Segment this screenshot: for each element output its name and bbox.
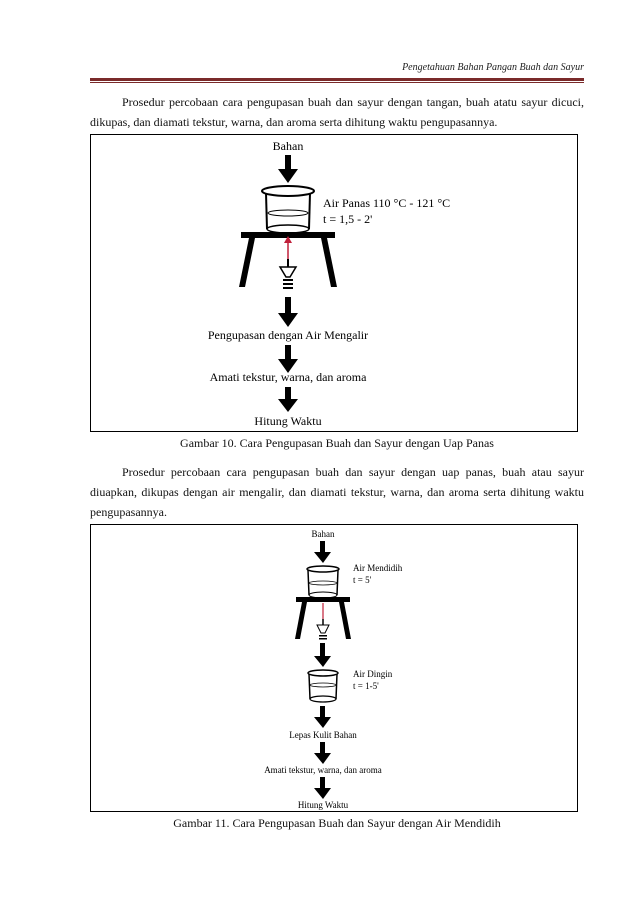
fig11-arrow-5 [314,777,331,799]
header-rule-thick [90,78,584,81]
fig11-boiling-beaker-icon [295,566,351,640]
fig11-label-hitung: Hitung Waktu [297,800,349,810]
figure-10-box [90,134,578,432]
fig10-label-hitung: Hitung Waktu [254,414,322,428]
fig11-arrow-3 [314,706,331,728]
fig10-label-bahan: Bahan [272,139,304,153]
fig10-label-air-panas: Air Panas 110 °C - 121 °C [323,196,451,210]
running-header: Pengetahuan Bahan Pangan Buah dan Sayur [402,62,584,73]
fig11-label-time2: t = 1-5' [353,681,379,691]
fig10-arrow-3 [278,345,298,373]
fig10-label-time: t = 1,5 - 2' [323,212,373,226]
paragraph-steam-peeling: Prosedur percobaan cara pengupasan buah dan sayur dengan uap panas, buah atau sayur diuapkan, dikupas dengan air mengalir, dan diamati tekstur, warna, dan aroma serta dihitung waktu pengupasannya. [90,465,584,519]
figure-10-diagram [91,135,577,431]
fig10-arrow-4 [278,387,298,412]
fig10-arrow-1 [278,155,298,183]
fig10-label-pengupasan: Pengupasan dengan Air Mengalir [207,328,369,342]
fig11-label-bahan: Bahan [311,529,335,539]
figure-11-box [90,524,578,812]
figure-10-caption: Gambar 10. Cara Pengupasan Buah dan Sayur dengan Uap Panas [180,436,494,450]
fig11-arrow-4 [314,742,331,764]
fig11-label-time1: t = 5' [353,575,372,585]
paragraph-hand-peeling: Prosedur percobaan cara pengupasan buah dan sayur dengan tangan, buah atatu sayur dicuci, dikupas, dan diamati tekstur, warna, dan aroma serta dihitung waktu pengupasannya. [90,95,584,129]
header-rule-thin [90,82,584,83]
fig11-label-amati: Amati tekstur, warna, dan aroma [264,765,382,775]
figure-11-caption: Gambar 11. Cara Pengupasan Buah dan Sayur dengan Air Mendidih [173,816,501,830]
fig11-cold-water-beaker-icon [308,670,338,702]
fig11-label-air-mendidih: Air Mendidih [353,563,403,573]
fig10-arrow-2 [278,297,298,327]
fig11-label-air-dingin: Air Dingin [353,669,393,679]
fig11-label-lepas: Lepas Kulit Bahan [289,730,357,740]
figure-11-diagram [91,525,577,811]
fig11-arrow-2 [314,643,331,667]
fig10-label-amati: Amati tekstur, warna, dan aroma [209,370,367,384]
fig11-arrow-1 [314,541,331,563]
